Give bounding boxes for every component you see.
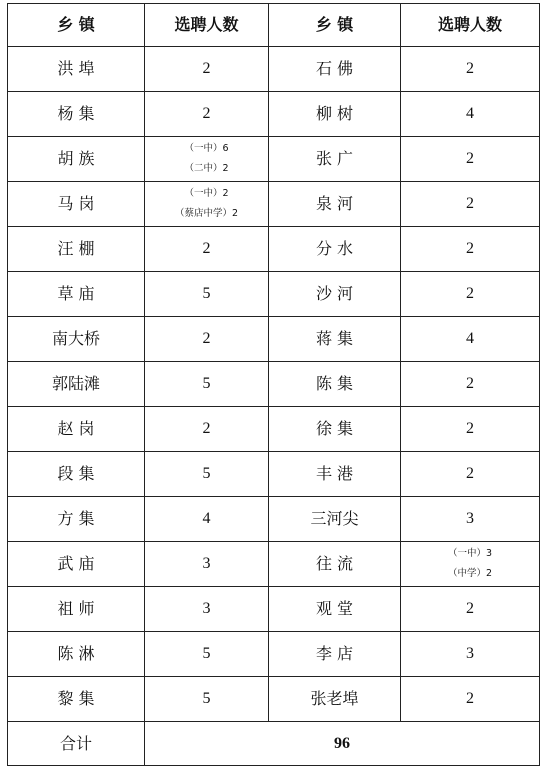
town-name-right: 石 佛 bbox=[269, 47, 401, 92]
town-name-right: 沙 河 bbox=[269, 272, 401, 317]
count-left: 2 bbox=[145, 47, 269, 92]
count-right: 2 bbox=[401, 677, 540, 722]
town-name-left: 黎 集 bbox=[8, 677, 145, 722]
town-name-right: 丰 港 bbox=[269, 452, 401, 497]
town-name-left: 胡 族 bbox=[8, 137, 145, 182]
town-name-right: 李 店 bbox=[269, 632, 401, 677]
count-right: 2 bbox=[401, 227, 540, 272]
header-count-left: 选聘人数 bbox=[145, 4, 269, 47]
count-left: 2 bbox=[145, 317, 269, 362]
count-detail: （蔡店中学）2 bbox=[174, 208, 239, 219]
table-row bbox=[8, 362, 540, 407]
count-right: 4 bbox=[401, 92, 540, 137]
town-name-left: 洪 埠 bbox=[8, 47, 145, 92]
table-row bbox=[8, 317, 540, 362]
table-row bbox=[8, 47, 540, 92]
town-name-left: 汪 棚 bbox=[8, 227, 145, 272]
total-row bbox=[8, 722, 540, 766]
total-label: 合计 bbox=[8, 722, 145, 766]
count-detail: （二中）2 bbox=[184, 163, 229, 174]
table-body bbox=[8, 4, 540, 766]
town-name-right: 观 堂 bbox=[269, 587, 401, 632]
town-name-right: 徐 集 bbox=[269, 407, 401, 452]
count-left: 2 bbox=[145, 407, 269, 452]
count-right: 2 bbox=[401, 362, 540, 407]
header-town-left: 乡 镇 bbox=[8, 4, 145, 47]
count-left: 5 bbox=[145, 677, 269, 722]
header-town-right: 乡 镇 bbox=[269, 4, 401, 47]
count-left: 2 bbox=[145, 92, 269, 137]
count-left: 5 bbox=[145, 452, 269, 497]
count-right: 2 bbox=[401, 272, 540, 317]
town-name-left: 南大桥 bbox=[8, 317, 145, 362]
count-left: 5 bbox=[145, 272, 269, 317]
table-row bbox=[8, 407, 540, 452]
town-name-left: 方 集 bbox=[8, 497, 145, 542]
town-name-right: 分 水 bbox=[269, 227, 401, 272]
town-name-right: 蒋 集 bbox=[269, 317, 401, 362]
count-left bbox=[145, 137, 269, 182]
table-row bbox=[8, 677, 540, 722]
count-right: 2 bbox=[401, 587, 540, 632]
count-left: 5 bbox=[145, 632, 269, 677]
count-right: 2 bbox=[401, 47, 540, 92]
count-right: 2 bbox=[401, 407, 540, 452]
table-row bbox=[8, 632, 540, 677]
town-name-left: 武 庙 bbox=[8, 542, 145, 587]
count-right: 4 bbox=[401, 317, 540, 362]
table-row bbox=[8, 452, 540, 497]
town-name-left: 杨 集 bbox=[8, 92, 145, 137]
town-name-left: 陈 淋 bbox=[8, 632, 145, 677]
count-right: 2 bbox=[401, 452, 540, 497]
count-left: 2 bbox=[145, 227, 269, 272]
town-name-left: 郭陆滩 bbox=[8, 362, 145, 407]
table-row bbox=[8, 137, 540, 182]
town-name-left: 段 集 bbox=[8, 452, 145, 497]
header-count-right: 选聘人数 bbox=[401, 4, 540, 47]
table-row bbox=[8, 182, 540, 227]
count-right: 2 bbox=[401, 182, 540, 227]
table-row bbox=[8, 272, 540, 317]
town-name-right: 柳 树 bbox=[269, 92, 401, 137]
count-detail: （中学）2 bbox=[447, 568, 493, 579]
count-right: 3 bbox=[401, 497, 540, 542]
count-right bbox=[401, 542, 540, 587]
count-left: 3 bbox=[145, 587, 269, 632]
count-left: 5 bbox=[145, 362, 269, 407]
town-name-left: 祖 师 bbox=[8, 587, 145, 632]
count-left: 3 bbox=[145, 542, 269, 587]
count-left bbox=[145, 182, 269, 227]
town-name-left: 草 庙 bbox=[8, 272, 145, 317]
table-row bbox=[8, 542, 540, 587]
count-right: 2 bbox=[401, 137, 540, 182]
count-detail: （一中）3 bbox=[447, 548, 493, 559]
total-value: 96 bbox=[145, 722, 540, 766]
town-name-left: 赵 岗 bbox=[8, 407, 145, 452]
table-row bbox=[8, 227, 540, 272]
table-row bbox=[8, 92, 540, 137]
count-left: 4 bbox=[145, 497, 269, 542]
count-detail: （一中）6 bbox=[184, 143, 229, 154]
town-name-right: 陈 集 bbox=[269, 362, 401, 407]
town-name-right: 泉 河 bbox=[269, 182, 401, 227]
header-row bbox=[8, 4, 540, 47]
town-name-right: 张老埠 bbox=[269, 677, 401, 722]
count-detail: （一中）2 bbox=[184, 188, 229, 199]
table-row bbox=[8, 587, 540, 632]
recruitment-table bbox=[7, 3, 540, 766]
town-name-right: 张 广 bbox=[269, 137, 401, 182]
town-name-right: 往 流 bbox=[269, 542, 401, 587]
table-row bbox=[8, 497, 540, 542]
count-right: 3 bbox=[401, 632, 540, 677]
town-name-right: 三河尖 bbox=[269, 497, 401, 542]
town-name-left: 马 岗 bbox=[8, 182, 145, 227]
